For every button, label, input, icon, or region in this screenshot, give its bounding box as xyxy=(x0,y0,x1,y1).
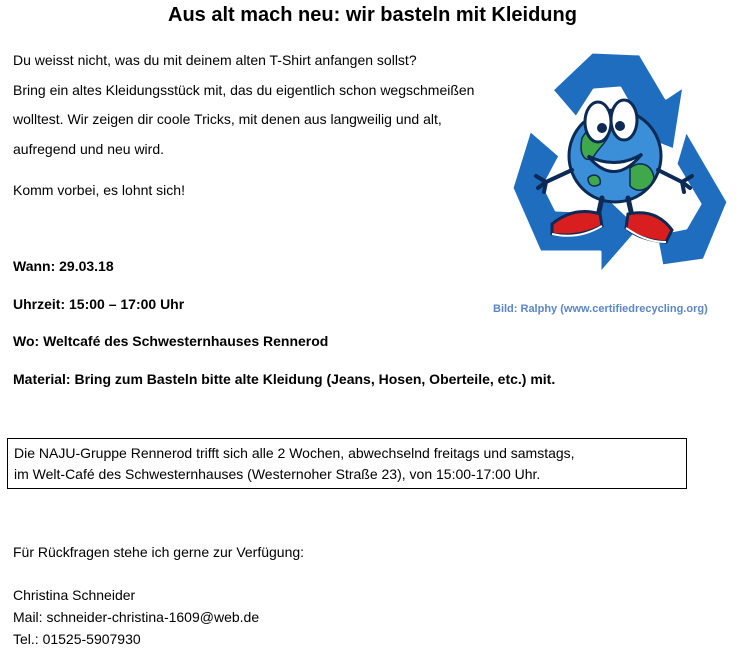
recycling-mascot-image xyxy=(490,38,740,300)
event-date: Wann: 29.03.18 xyxy=(13,258,114,274)
info-line: im Welt-Café des Schwesternhauses (Westernoher Straße 23), von 15:00-17:00 Uhr. xyxy=(14,466,541,482)
recycle-globe-icon xyxy=(490,38,740,300)
group-info-box xyxy=(7,438,687,489)
page-title: Aus alt mach neu: wir basteln mit Kleidung xyxy=(168,4,577,26)
event-location: Wo: Weltcafé des Schwesternhauses Rennerod xyxy=(13,333,329,349)
intro-text xyxy=(13,46,503,164)
call-to-action: Komm vorbei, es lohnt sich! xyxy=(13,182,185,198)
contact-question: Für Rückfragen stehe ich gerne zur Verfügung: xyxy=(13,544,305,560)
intro-line: Bring ein altes Kleidungsstück mit, das du eigentlich schon wegschmeißen xyxy=(13,81,475,98)
info-line: Die NAJU-Gruppe Rennerod trifft sich alle 2 Wochen, abwechselnd freitags und samstags, xyxy=(14,445,575,461)
contact-mail[interactable]: Mail: schneider-christina-1609@web.de xyxy=(13,609,260,625)
intro-line: aufregend und neu wird. xyxy=(13,140,164,157)
intro-line: wolltest. Wir zeigen dir coole Tricks, mit denen aus langweilig und alt, xyxy=(13,111,442,127)
contact-phone: Tel.: 01525-5907930 xyxy=(13,631,141,647)
contact-section xyxy=(13,540,304,650)
intro-line: Du weisst nicht, was du mit deinem alten T-Shirt anfangen sollst? xyxy=(13,52,417,68)
event-time: Uhrzeit: 15:00 – 17:00 Uhr xyxy=(13,295,185,312)
image-caption: Bild: Ralphy (www.certifiedrecycling.org) xyxy=(493,303,708,315)
event-material: Material: Bring zum Basteln bitte alte Kleidung (Jeans, Hosen, Oberteile, etc.) mit. xyxy=(13,370,556,387)
contact-name: Christina Schneider xyxy=(13,587,136,603)
event-details xyxy=(13,252,555,402)
